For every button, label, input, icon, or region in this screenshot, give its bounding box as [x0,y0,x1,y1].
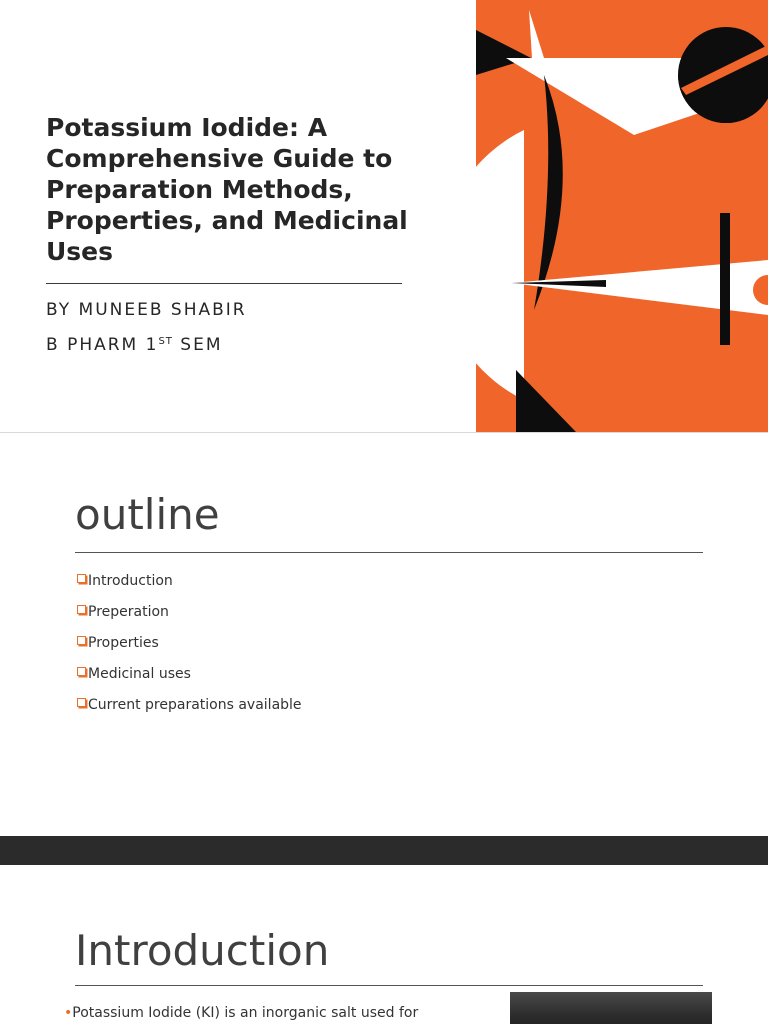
square-bullet-icon [77,698,86,707]
square-bullet-icon [77,667,86,676]
introduction-photo [510,992,712,1024]
course-prefix: B PHARM 1 [46,335,159,355]
list-item [77,697,302,728]
introduction-bullet-text: Potassium Iodide (KI) is an inorganic salt used for [72,1005,419,1021]
course-line [46,335,223,355]
list-item [77,604,302,635]
introduction-divider [75,985,703,986]
outline-item-label: Current preparations available [88,697,302,713]
presentation-title: Potassium Iodide: A Comprehensive Guide to Preparation Methods, Properties, and Medicinal Uses [46,113,408,266]
course-suffix: SEM [172,335,223,355]
outline-item-label: Properties [88,635,159,651]
title-divider [46,283,402,284]
course-ordinal: ST [158,336,173,347]
outline-list [77,573,302,728]
square-bullet-icon [77,574,86,583]
slide-gap-band [0,836,768,865]
list-item [77,635,302,666]
outline-slide [0,433,768,836]
list-item [77,573,302,604]
art-black-bar [720,213,730,345]
bullet-marker: • [64,1005,73,1021]
list-item [77,666,302,697]
outline-divider [75,552,703,553]
square-bullet-icon [77,605,86,614]
introduction-heading: Introduction [75,926,330,975]
art-white-semicircle [476,130,524,400]
introduction-slide [0,865,768,1024]
outline-item-label: Preperation [88,604,169,620]
introduction-bullet [64,1005,418,1021]
author-line: BY MUNEEB SHABIR [46,300,247,320]
square-bullet-icon [77,636,86,645]
outline-item-label: Medicinal uses [88,666,191,682]
title-slide [0,0,768,432]
outline-heading: outline [75,490,220,539]
abstract-artwork-image [476,0,768,432]
outline-item-label: Introduction [88,573,173,589]
